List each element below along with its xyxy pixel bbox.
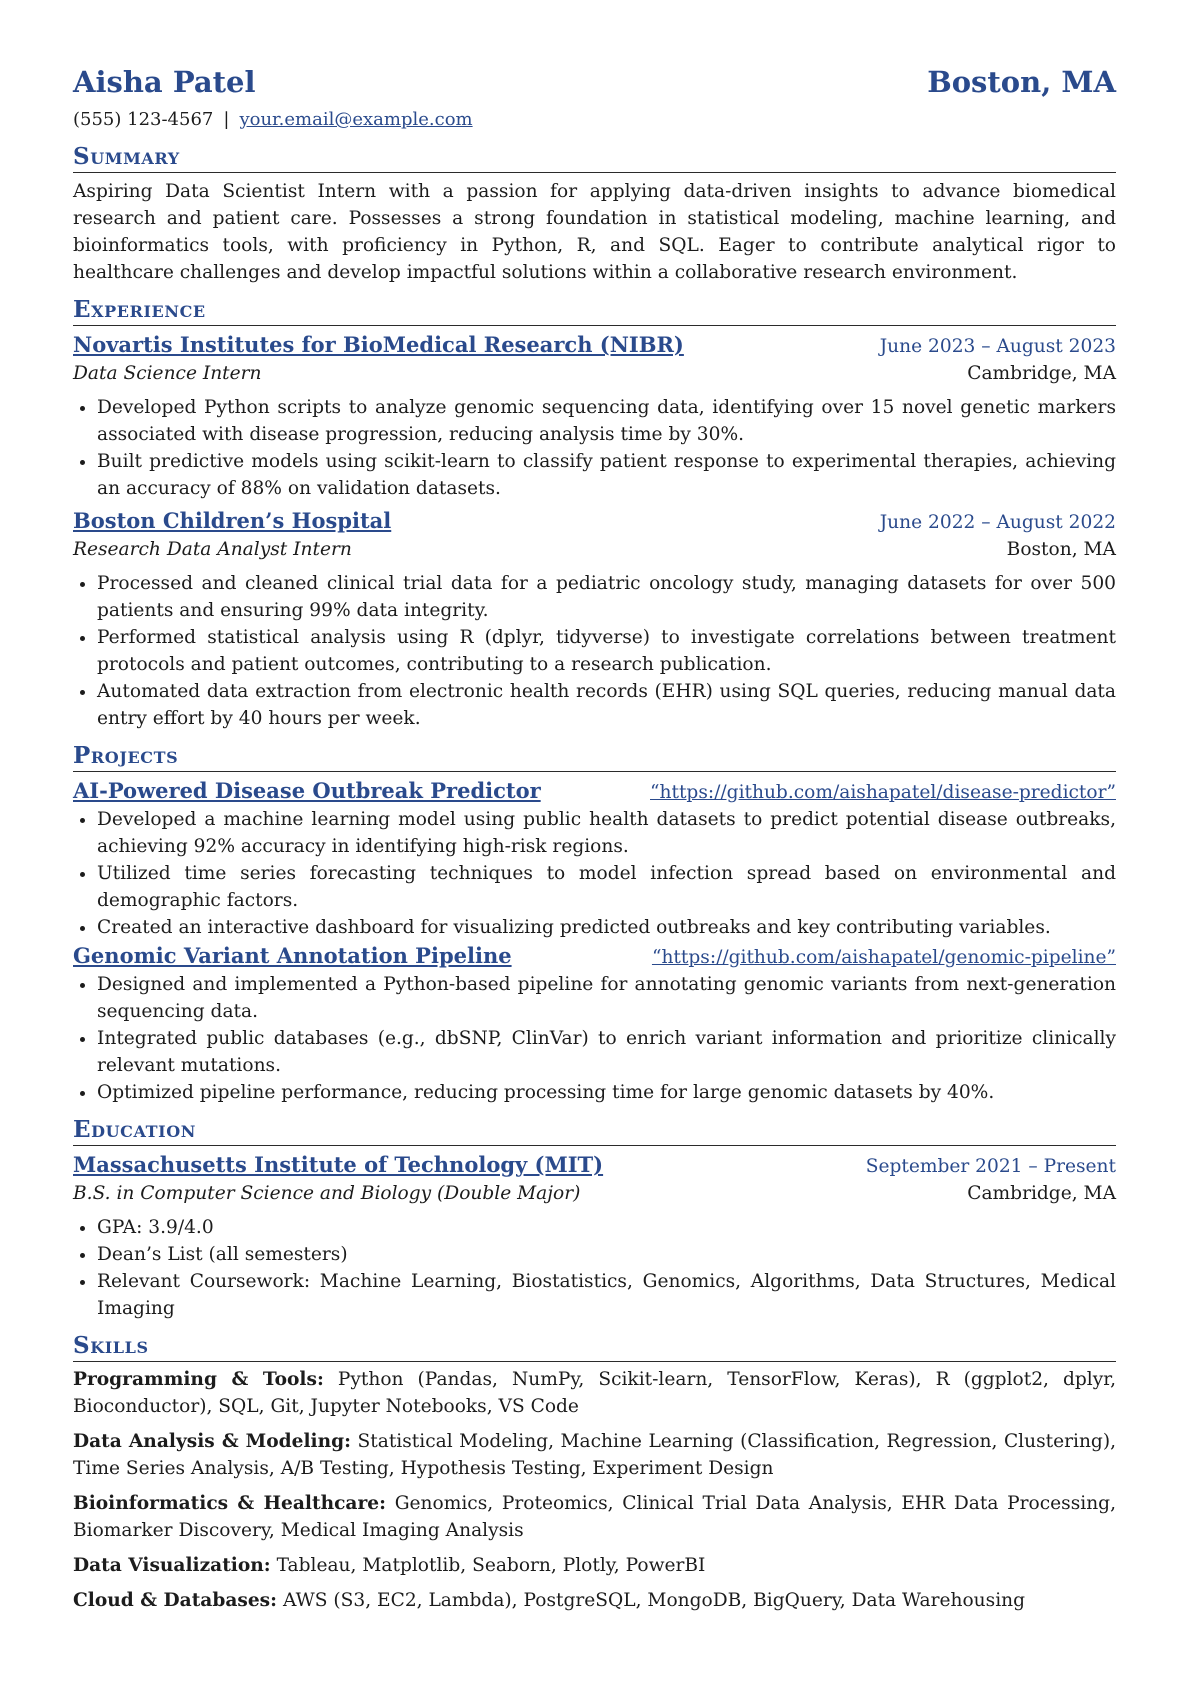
experience-entry-subheader <box>73 536 1116 564</box>
experience-entry-header <box>73 330 1116 360</box>
candidate-location: Boston, MA <box>927 65 1116 99</box>
skill-category: Bioinformatics & Healthcare: <box>73 1493 386 1514</box>
job-location: Boston, MA <box>1006 539 1116 560</box>
bullet-item: • Designed and implemented a Python-based pipeline for annotating genomic variants from next-generation sequencing data. <box>97 971 1116 1025</box>
school-link[interactable]: Massachusetts Institute of Technology (MIT) <box>73 1152 604 1177</box>
bullet-item: • Optimized pipeline performance, reducing processing time for large genomic datasets by 40%. <box>97 1079 1116 1106</box>
bullet-item: • Integrated public databases (e.g., dbSNP, ClinVar) to enrich variant information and prioritize clinically relevant mutations. <box>97 1025 1116 1079</box>
project-entry-header <box>73 941 1116 971</box>
skill-category: Data Analysis & Modeling: <box>73 1431 352 1452</box>
job-title: Research Data Analyst Intern <box>73 539 352 560</box>
employment-dates: June 2023 – August 2023 <box>879 336 1116 357</box>
experience-entry-subheader <box>73 360 1116 388</box>
employer-link[interactable]: Boston Children’s Hospital <box>73 508 392 533</box>
school-location: Cambridge, MA <box>967 1183 1116 1204</box>
bullet-item: • GPA: 3.9/4.0 <box>97 1214 1116 1241</box>
skill-category: Programming & Tools: <box>73 1369 324 1390</box>
contact-separator: | <box>223 109 230 130</box>
section-title-skills: Skills <box>73 1332 1116 1362</box>
phone-number: (555) 123-4567 <box>73 109 214 130</box>
section-title-education: Education <box>73 1116 1116 1146</box>
project-bullets <box>73 971 1116 1106</box>
degree: B.S. in Computer Science and Biology (Double Major) <box>73 1183 581 1204</box>
skill-row <box>73 1587 1116 1614</box>
bullet-item: • Performed statistical analysis using R (dplyr, tidyverse) to investigate correlations between treatment protocols and patient outcomes, contributing to a research publication. <box>97 624 1116 678</box>
project-name-link[interactable]: Genomic Variant Annotation Pipeline <box>73 943 512 968</box>
bullet-item: • Developed Python scripts to analyze genomic sequencing data, identifying over 15 novel genetic markers associated with disease progression, reducing analysis time by 30%. <box>97 394 1116 448</box>
project-repo-link[interactable]: “https://github.com/aishapatel/disease-predictor” <box>650 782 1116 803</box>
project-repo-link[interactable]: “https://github.com/aishapatel/genomic-pipeline” <box>651 947 1116 968</box>
summary-text: Aspiring Data Scientist Intern with a passion for applying data-driven insights to advance biomedical research and patient care. Possesses a strong foundation in statistical modeling, machine learning, and bioinformatics tools, with proficiency in Python, R, and SQL. Eager to contribute analytical rigor to healthcare challenges and develop impactful solutions within a collaborative research environment. <box>73 181 1116 283</box>
bullet-item: • Utilized time series forecasting techniques to model infection spread based on environmental and demographic factors. <box>97 860 1116 914</box>
bullet-item: • Automated data extraction from electronic health records (EHR) using SQL queries, reducing manual data entry effort by 40 hours per week. <box>97 678 1116 732</box>
skill-row <box>73 1366 1116 1420</box>
project-entry <box>73 776 1116 941</box>
job-title: Data Science Intern <box>73 363 262 384</box>
email-link[interactable]: your.email@example.com <box>239 109 473 130</box>
project-name-link[interactable]: AI-Powered Disease Outbreak Predictor <box>73 778 541 803</box>
education-entry-subheader <box>73 1180 1116 1208</box>
candidate-name: Aisha Patel <box>73 65 256 99</box>
skill-values: Genomics, Proteomics, Clinical Trial Data Analysis, EHR Data Processing, Biomarker Discovery, Medical Imaging Analysis <box>73 1493 1116 1541</box>
project-entry-header <box>73 776 1116 806</box>
bullet-item: • Built predictive models using scikit-learn to classify patient response to experimental therapies, achieving an accuracy of 88% on validation datasets. <box>97 448 1116 502</box>
education-bullets <box>73 1214 1116 1322</box>
contact-line <box>73 108 1116 132</box>
skill-values: AWS (S3, EC2, Lambda), PostgreSQL, MongoDB, BigQuery, Data Warehousing <box>282 1590 1026 1611</box>
experience-entry-header <box>73 506 1116 536</box>
skill-values: Python (Pandas, NumPy, Scikit-learn, TensorFlow, Keras), R (ggplot2, dplyr, Bioconductor), SQL, Git, Jupyter Notebooks, VS Code <box>73 1369 1116 1417</box>
section-title-projects: Projects <box>73 742 1116 772</box>
skill-category: Data Visualization: <box>73 1555 271 1576</box>
education-entry <box>73 1150 1116 1322</box>
skill-category: Cloud & Databases: <box>73 1590 278 1611</box>
skill-row <box>73 1490 1116 1544</box>
experience-entry <box>73 330 1116 502</box>
employment-dates: June 2022 – August 2022 <box>879 512 1116 533</box>
experience-bullets <box>73 394 1116 502</box>
section-title-summary: Summary <box>73 143 1116 173</box>
experience-entry <box>73 506 1116 732</box>
bullet-item: • Developed a machine learning model using public health datasets to predict potential disease outbreaks, achieving 92% accuracy in identifying high-risk regions. <box>97 806 1116 860</box>
project-entry <box>73 941 1116 1106</box>
header <box>73 64 1116 100</box>
employer-link[interactable]: Novartis Institutes for BioMedical Research (NIBR) <box>73 332 684 357</box>
project-bullets <box>73 806 1116 941</box>
bullet-item: • Created an interactive dashboard for visualizing predicted outbreaks and key contributing variables. <box>97 914 1116 941</box>
skill-row <box>73 1428 1116 1482</box>
section-title-experience: Experience <box>73 296 1116 326</box>
job-location: Cambridge, MA <box>967 363 1116 384</box>
skill-values: Statistical Modeling, Machine Learning (Classification, Regression, Clustering), Time Series Analysis, A/B Testing, Hypothesis Testing, Experiment Design <box>73 1431 1116 1479</box>
education-dates: September 2021 – Present <box>865 1156 1116 1177</box>
bullet-item: • Processed and cleaned clinical trial data for a pediatric oncology study, managing datasets for over 500 patients and ensuring 99% data integrity. <box>97 570 1116 624</box>
skills-list <box>73 1366 1116 1614</box>
skill-values: Tableau, Matplotlib, Seaborn, Plotly, PowerBI <box>276 1555 706 1576</box>
experience-bullets <box>73 570 1116 732</box>
bullet-item: • Relevant Coursework: Machine Learning, Biostatistics, Genomics, Algorithms, Data Structures, Medical Imaging <box>97 1268 1116 1322</box>
skill-row <box>73 1552 1116 1579</box>
bullet-item: • Dean’s List (all semesters) <box>97 1241 1116 1268</box>
education-entry-header <box>73 1150 1116 1180</box>
